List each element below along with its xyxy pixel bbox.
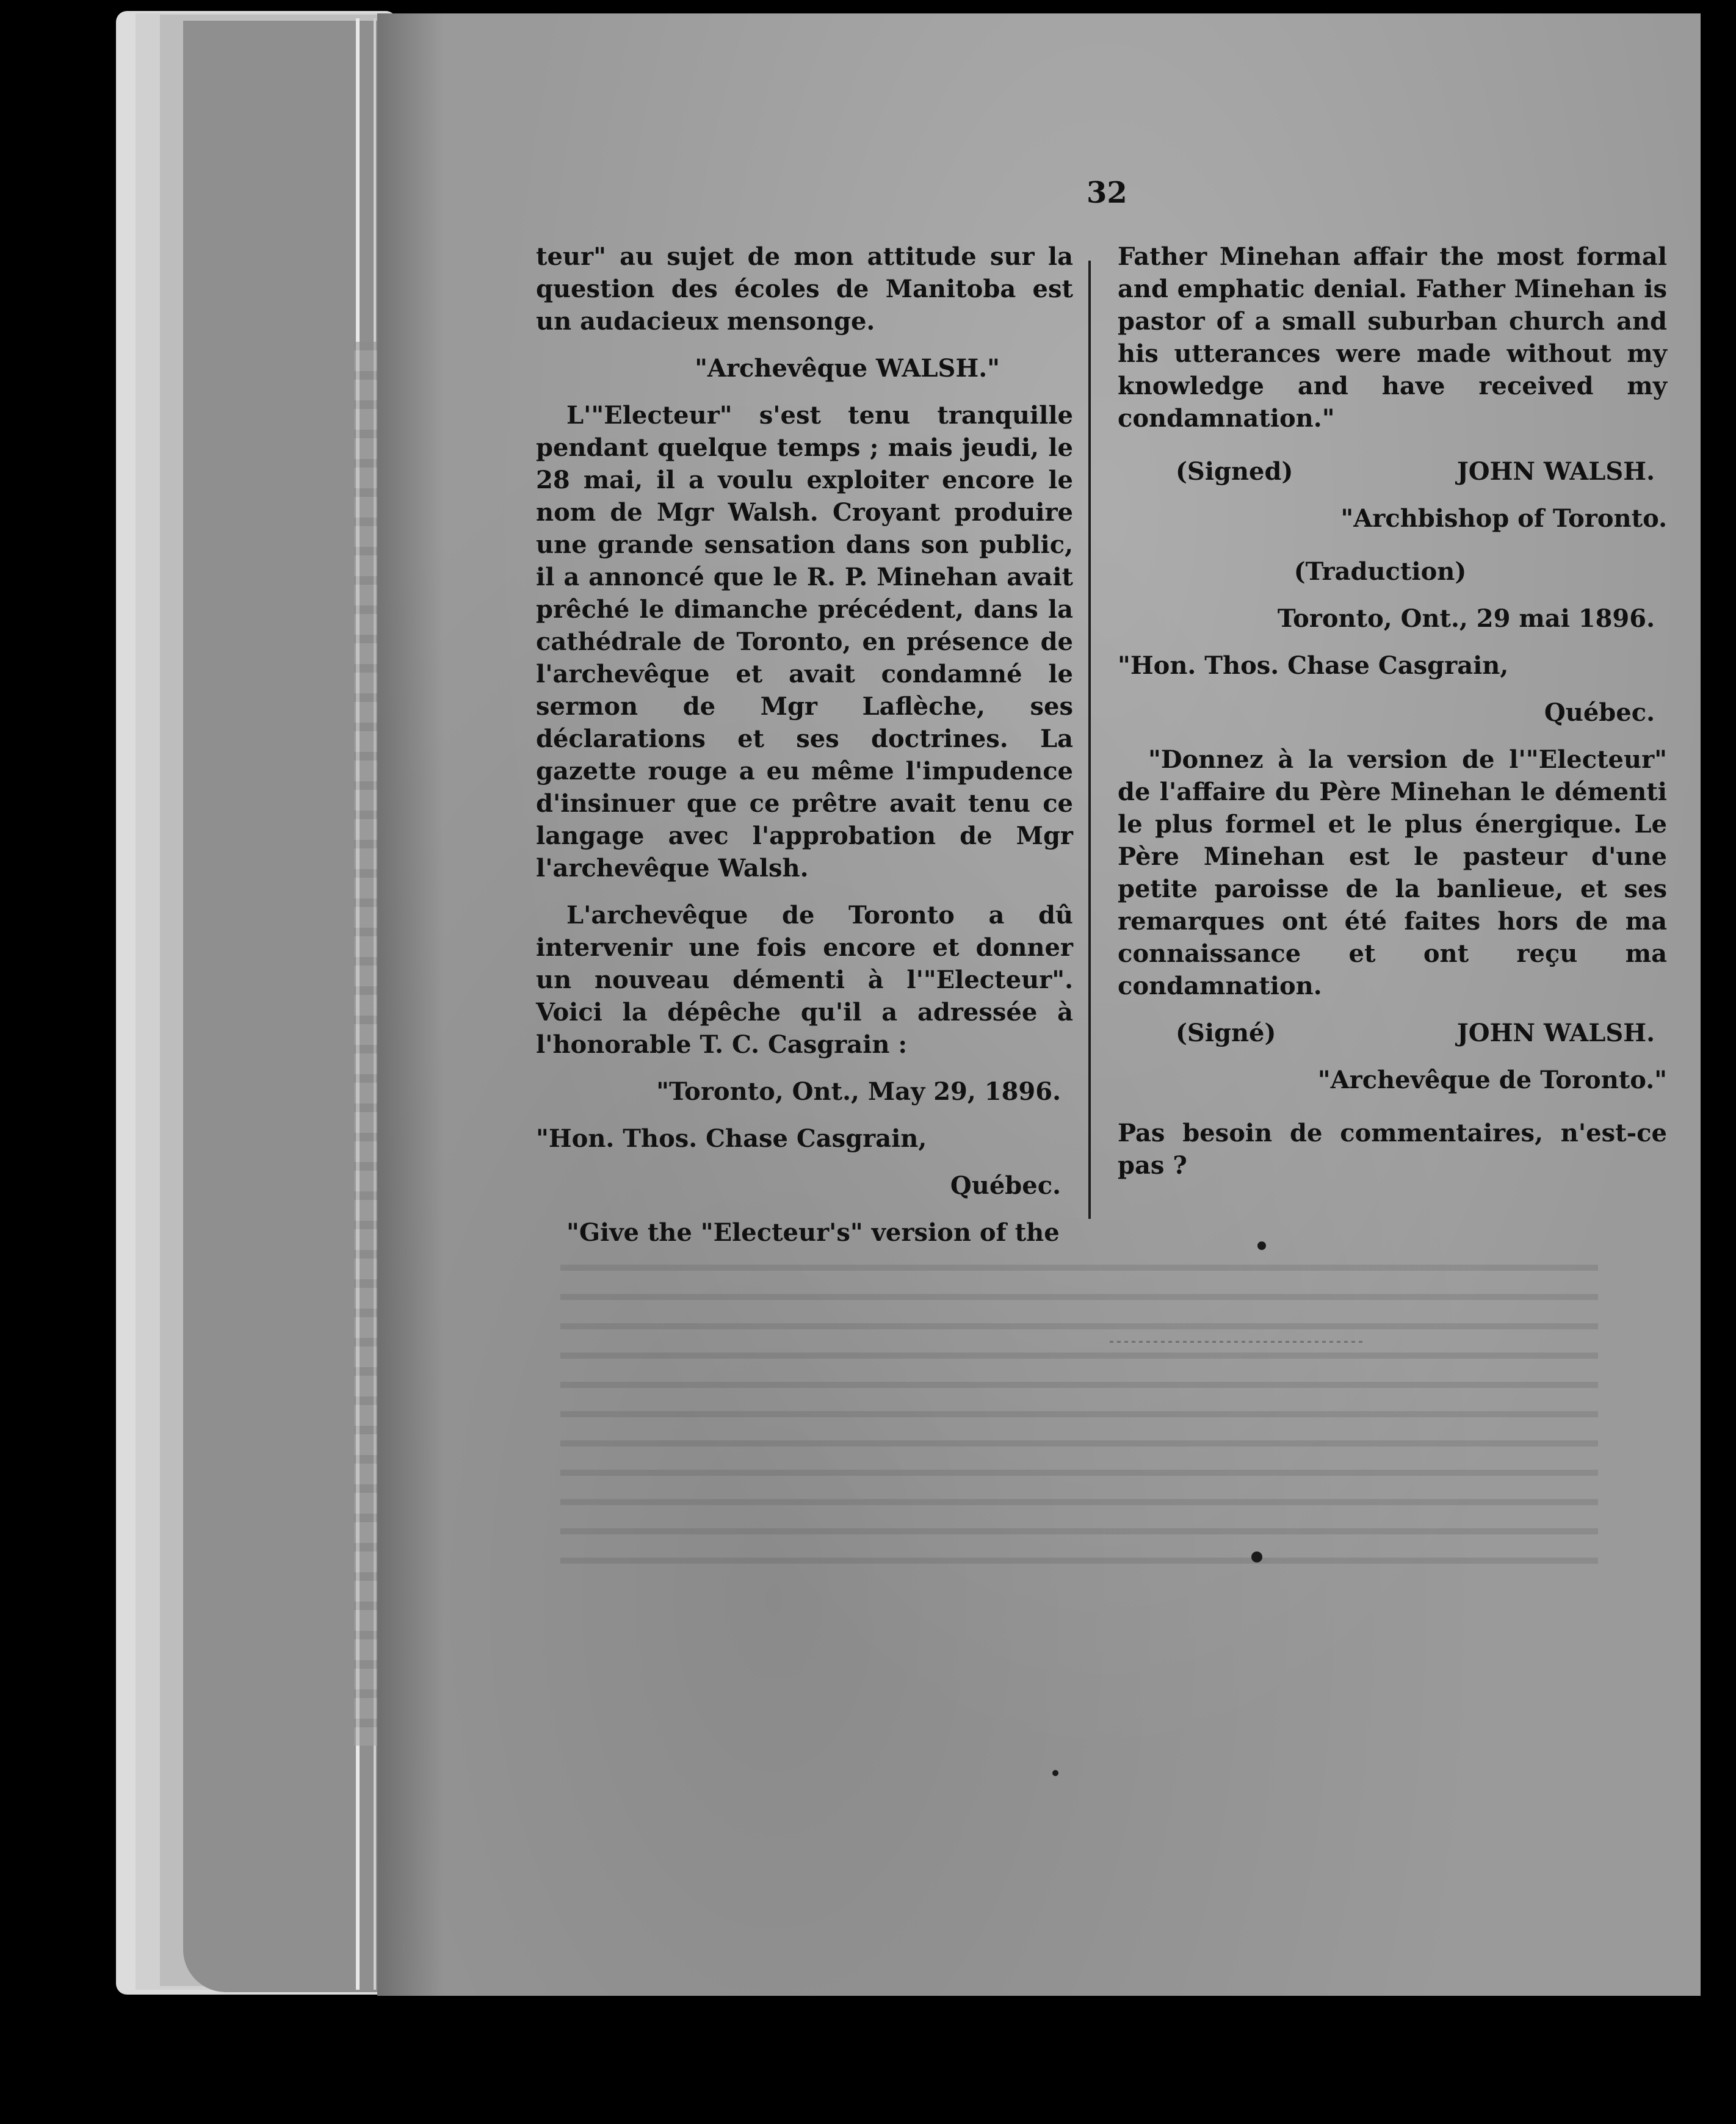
paragraph: L'archevêque de Toronto a dû intervenir une fois encore et donner un nouveau démenti à l'"Electeur". Voici la dépêche qu'il a adressée à l'honorable T. C. Casgrain :	[536, 901, 1073, 1059]
translation-body: "Donnez à la version de l'"Electeur" de l'affaire du Père Minehan le démenti le plus formel et le plus énergique. Le Père Minehan est le pasteur d'une petite paroisse de la banlieue, et ses remarques ont été faites hors de ma connaissance et ont reçu ma condamnation.	[1118, 745, 1667, 1000]
telegram-end: Father Minehan affair the most formal and emphatic denial. Father Minehan is pastor of a small suburban church and his utterances were made without my knowledge and have received my condamnation."	[1118, 242, 1667, 433]
signature-line: "Archevêque WALSH."	[695, 354, 1000, 383]
show-through-rule	[1110, 1341, 1366, 1343]
ink-spot	[1251, 1551, 1262, 1562]
closing-remark: Pas besoin de commentaires, n'est-ce pas ?	[1118, 1119, 1667, 1180]
signature-line	[1118, 1017, 1667, 1049]
signed-name: JOHN WALSH.	[1456, 457, 1655, 486]
paragraph: teur" au sujet de mon attitude sur la question des écoles de Manitoba est un audacieux mensonge.	[536, 242, 1073, 336]
translation-heading: (Traduction)	[1293, 557, 1467, 586]
signed-label: (Signed)	[1176, 457, 1293, 486]
telegram-addressee: "Hon. Thos. Chase Casgrain,	[536, 1124, 927, 1153]
translation-city: Québec.	[1544, 698, 1655, 727]
show-through-text	[560, 1265, 1598, 1570]
paragraph: L'"Electeur" s'est tenu tranquille pendant quelque temps ; mais jeudi, le 28 mai, il a voulu exploiter encore le nom de Mgr Walsh. Croyant produire une grande sensation dans son public, il a annoncé que le R. P. Minehan avait prêché le dimanche précédent, dans la cathédrale de Toronto, en présence de l'archevêque et avait condamné le sermon de Mgr Laflèche, ses déclarations et ses doctrines. La gazette rouge a eu même l'impudence d'insinuer que ce prêtre avait tenu ce langage avec l'approbation de Mgr l'archevêque Walsh.	[536, 401, 1073, 883]
page-number: 32	[1087, 176, 1127, 210]
signe-title: "Archevêque de Toronto."	[1317, 1066, 1667, 1094]
left-column	[536, 240, 1073, 1249]
page-fold-shadow	[377, 13, 444, 1996]
signe-name: JOHN WALSH.	[1456, 1019, 1655, 1047]
translation-date: Toronto, Ont., 29 mai 1896.	[1277, 604, 1655, 633]
signe-label: (Signé)	[1176, 1019, 1276, 1047]
telegram-start: "Give the "Electeur's" version of the	[566, 1218, 1060, 1247]
signed-title: "Archbishop of Toronto.	[1340, 504, 1667, 533]
telegram-date: "Toronto, Ont., May 29, 1896.	[656, 1077, 1061, 1106]
telegram-city: Québec.	[950, 1171, 1061, 1200]
scanned-page	[377, 13, 1701, 1996]
ink-spot	[1257, 1241, 1266, 1250]
column-rule	[1088, 261, 1091, 1219]
ink-spot	[1052, 1770, 1058, 1776]
signature-line	[1118, 455, 1667, 488]
right-column	[1118, 240, 1667, 1182]
translation-addressee: "Hon. Thos. Chase Casgrain,	[1118, 651, 1509, 680]
